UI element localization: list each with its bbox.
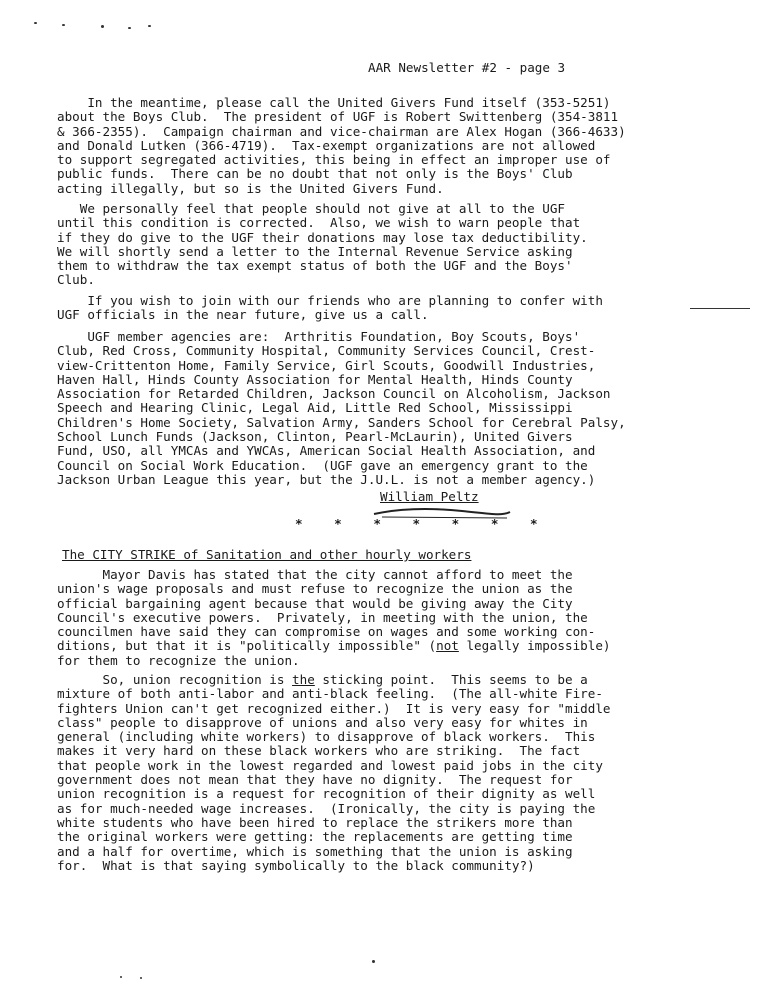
scan-speck xyxy=(372,960,375,963)
paragraph-mayor-davis xyxy=(57,568,747,668)
text-line: Council on Social Work Education. (UGF gave an emergency grant to the xyxy=(57,457,588,473)
text-line: union's wage proposals and must refuse to recognize the union as the xyxy=(57,581,573,597)
text-fragment: So, union recognition is xyxy=(57,672,293,687)
text-line: If you wish to join with our friends who are planning to confer with xyxy=(57,293,603,308)
text-line: Club, Red Cross, Community Hospital, Community Services Council, Crest- xyxy=(57,343,596,359)
text-line xyxy=(57,639,747,653)
text-line: until this condition is corrected. Also, we wish to warn people that xyxy=(57,215,581,231)
text-line: councilmen have said they can compromise on wages and some working con- xyxy=(57,624,596,640)
text-line: Jackson Urban League this year, but the J.U.L. is not a member agency.) xyxy=(57,471,596,487)
text-line: fighters Union can't get recognized either.) It is very easy for "middle xyxy=(57,700,611,716)
scan-speck xyxy=(34,22,37,24)
text-line: public funds. There can be no doubt that not only is the Boys' Club xyxy=(57,166,573,182)
text-line: In the meantime, please call the United Givers Fund itself (353-5251) xyxy=(57,95,611,110)
paragraph-union-recognition xyxy=(57,673,747,873)
text-line: Mayor Davis has stated that the city cannot afford to meet the xyxy=(57,567,573,582)
text-line: Fund, USO, all YMCAs and YWCAs, American Social Health Association, and xyxy=(57,443,596,459)
scan-speck xyxy=(128,27,131,29)
text-line: government does not mean that they have no dignity. The request for xyxy=(57,772,573,788)
text-line: as for much-needed wage increases. (Ironically, the city is paying the xyxy=(57,800,596,816)
text-fragment: legally impossible) xyxy=(458,638,611,654)
text-line: & 366-2355). Campaign chairman and vice-chairman are Alex Hogan (366-4633) xyxy=(57,123,626,139)
emphasis-not: not xyxy=(436,638,459,654)
text-line: We will shortly send a letter to the Internal Revenue Service asking xyxy=(57,243,573,259)
text-line: We personally feel that people should not give at all to the UGF xyxy=(57,201,565,216)
text-line: class" people to disapprove of unions and also very easy for whites in xyxy=(57,714,588,730)
text-line: for them to recognize the union. xyxy=(57,652,300,668)
text-line: makes it very hard on these black workers who are striking. The fact xyxy=(57,743,581,759)
text-line xyxy=(57,673,747,687)
text-line: white students who have been hired to replace the strikers more than xyxy=(57,814,573,830)
text-line: if they do give to the UGF their donations may lose tax deductibility. xyxy=(57,229,588,245)
text-line: mixture of both anti-labor and anti-black feeling. (The all-white Fire- xyxy=(57,686,603,702)
text-line: School Lunch Funds (Jackson, Clinton, Pearl-McLaurin), United Givers xyxy=(57,429,573,445)
text-line: union recognition is a request for recognition of their dignity as well xyxy=(57,786,596,802)
scan-speck xyxy=(148,25,151,27)
text-line: UGF officials in the near future, give us a call. xyxy=(57,307,429,323)
section-separator: * * * * * * * xyxy=(295,516,550,531)
text-line: UGF member agencies are: Arthritis Foundation, Boy Scouts, Boys' xyxy=(57,329,581,344)
text-line: to support segregated activities, this being in effect an improper use of xyxy=(57,152,611,168)
text-line: for. What is that saying symbolically to the black community?) xyxy=(57,857,535,873)
paragraph-ugf-contacts xyxy=(57,96,747,196)
handwritten-line xyxy=(690,308,750,309)
text-line: and a half for overtime, which is something that the union is asking xyxy=(57,843,573,859)
scan-speck xyxy=(101,25,104,28)
scan-speck xyxy=(140,977,142,979)
text-line: and Donald Lutken (366-4719). Tax-exempt organizations are not allowed xyxy=(57,137,596,153)
text-line: them to withdraw the tax exempt status of both the UGF and the Boys' xyxy=(57,258,573,274)
text-line: about the Boys Club. The president of UGF is Robert Swittenberg (354-3811 xyxy=(57,109,619,125)
text-line: general (including white workers) to disapprove of black workers. This xyxy=(57,729,596,745)
text-line: Children's Home Society, Salvation Army, Sanders School for Cerebral Palsy, xyxy=(57,414,626,430)
text-line: Association for Retarded Children, Jackson Council on Alcoholism, Jackson xyxy=(57,386,611,402)
scan-speck xyxy=(62,24,65,26)
author-signature: William Peltz xyxy=(380,489,479,504)
text-line: acting illegally, but so is the United Givers Fund. xyxy=(57,180,444,196)
text-fragment: sticking point. This seems to be a xyxy=(314,672,588,687)
text-fragment: ditions, but that it is "politically impossible" ( xyxy=(57,638,437,654)
text-line: Speech and Hearing Clinic, Legal Aid, Little Red School, Mississippi xyxy=(57,400,573,416)
text-line: Club. xyxy=(57,272,95,288)
text-line: view-Crittenton Home, Family Service, Girl Scouts, Goodwill Industries, xyxy=(57,357,596,373)
text-line: Haven Hall, Hinds County Association for Mental Health, Hinds County xyxy=(57,371,573,387)
section-heading: The CITY STRIKE of Sanitation and other hourly workers xyxy=(62,547,472,562)
scan-speck xyxy=(120,976,122,978)
text-line: the original workers were getting: the replacements are getting time xyxy=(57,829,573,845)
page-header: AAR Newsletter #2 - page 3 xyxy=(368,60,566,75)
text-line: official bargaining agent because that would be giving away the City xyxy=(57,595,573,611)
text-line: Council's executive powers. Privately, in meeting with the union, the xyxy=(57,609,588,625)
paragraph-member-agencies xyxy=(57,330,747,487)
emphasis-the: the xyxy=(292,672,315,687)
paragraph-confer xyxy=(57,294,747,323)
paragraph-tax-deductibility xyxy=(57,202,747,288)
text-line: that people work in the lowest regarded and lowest paid jobs in the city xyxy=(57,757,603,773)
